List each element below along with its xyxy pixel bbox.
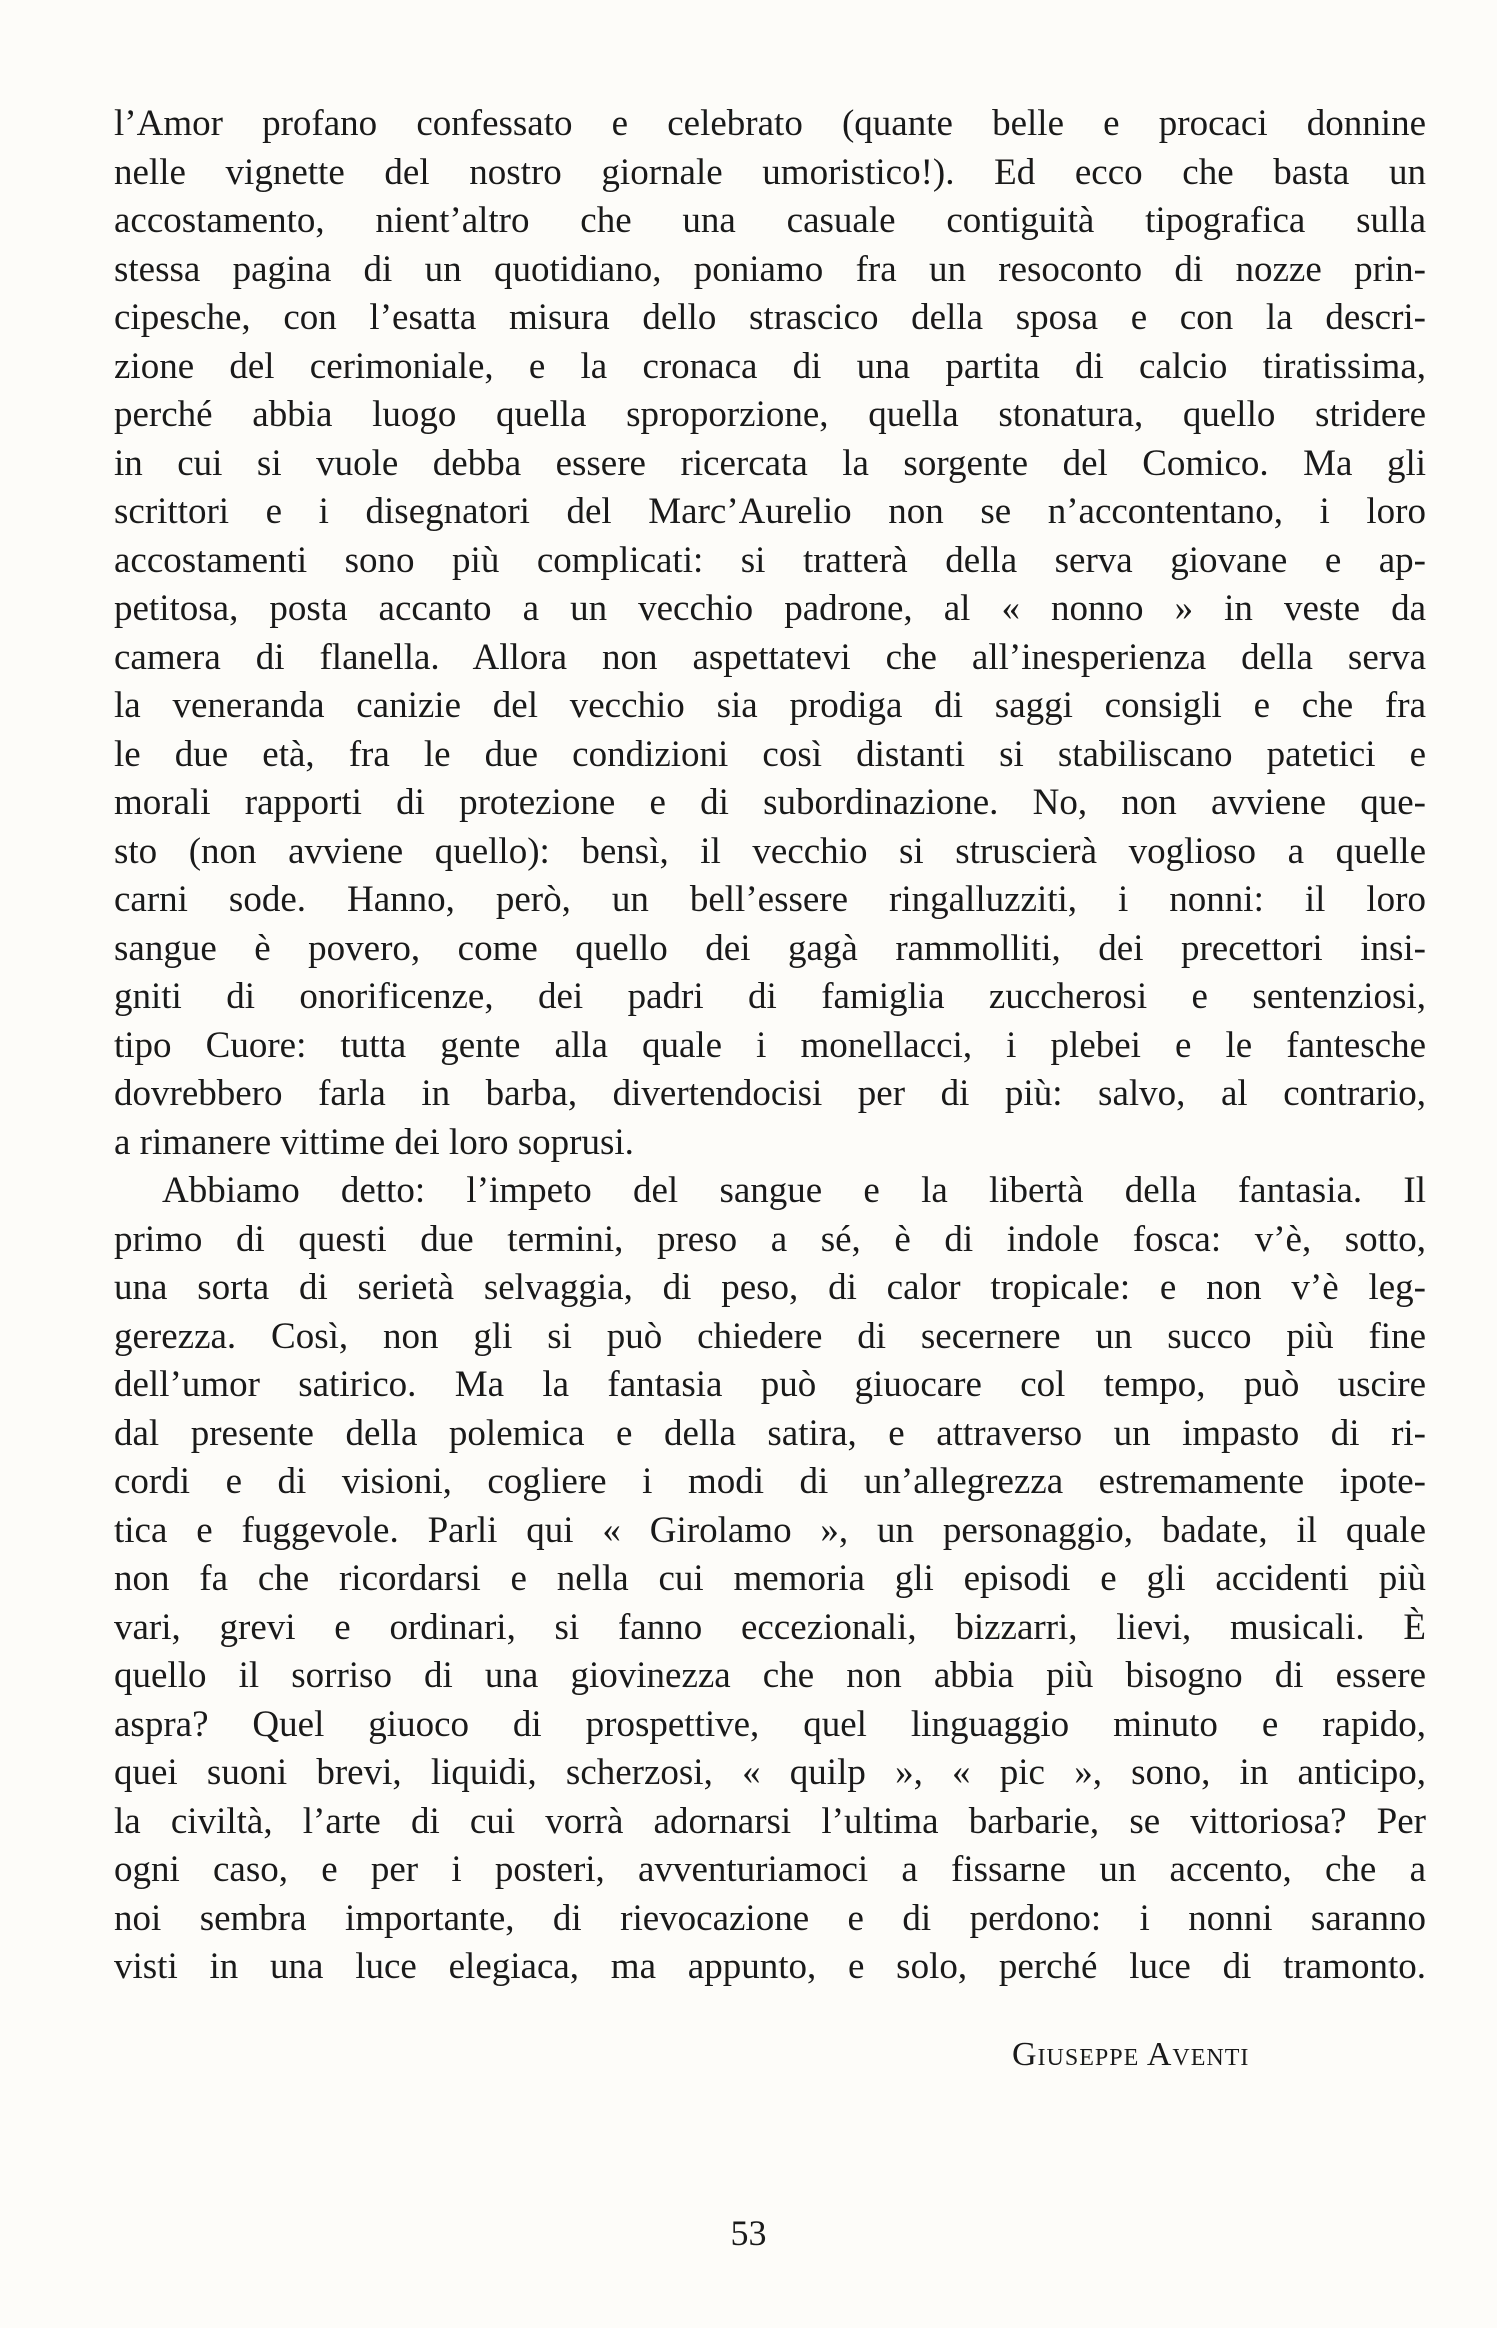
text-line: camera di flanella. Allora non aspettatevi che all’inesperienza della serva [114,636,1426,678]
text-line: tica e fuggevole. Parli qui « Girolamo », un personaggio, badate, il quale [114,1509,1426,1551]
text-line: primo di questi due termini, preso a sé, è di indole fosca: v’è, sotto, [114,1218,1426,1260]
text-line: dal presente della polemica e della satira, e attraverso un impasto di ri- [114,1412,1426,1454]
text-line: noi sembra importante, di rievocazione e di perdono: i nonni saranno [114,1897,1426,1939]
text-line: non fa che ricordarsi e nella cui memoria gli episodi e gli accidenti più [114,1558,1426,1599]
text-line: le due età, fra le due condizioni così distanti si stabiliscano patetici e [114,733,1426,775]
body-text [114,100,1426,1992]
text-line: gerezza. Così, non gli si può chiedere di secernere un succo più fine [114,1315,1426,1357]
text-line: nelle vignette del nostro giornale umoristico!). Ed ecco che basta un [114,151,1426,193]
text-line: a rimanere vittime dei loro soprusi. [114,1121,634,1163]
text-line: la civiltà, l’arte di cui vorrà adornarsi l’ultima barbarie, se vittoriosa? Per [114,1800,1426,1842]
text-line: l’Amor profano confessato e celebrato (quante belle e procaci donnine [114,103,1426,144]
text-line: aspra? Quel giuoco di prospettive, quel linguaggio minuto e rapido, [114,1703,1426,1745]
text-line: vari, grevi e ordinari, si fanno eccezionali, bizzarri, lievi, musicali. È [114,1606,1426,1648]
text-line: cipesche, con l’esatta misura dello strascico della sposa e con la descri- [114,297,1426,338]
text-line: quello il sorriso di una giovinezza che non abbia più bisogno di essere [114,1655,1426,1696]
text-line: quei suoni brevi, liquidi, scherzosi, « quilp », « pic », sono, in anticipo, [114,1752,1426,1793]
text-line: morali rapporti di protezione e di subordinazione. No, non avviene que- [114,782,1426,823]
text-line: accostamenti sono più complicati: si tratterà della serva giovane e ap- [114,539,1426,581]
text-line: petitosa, posta accanto a un vecchio padrone, al « nonno » in veste da [114,588,1426,629]
text-line: sto (non avviene quello): bensì, il vecchio si struscierà voglioso a quelle [114,830,1426,872]
text-line: scrittori e i disegnatori del Marc’Aurelio non se n’accontentano, i loro [114,491,1426,532]
text-line: cordi e di visioni, cogliere i modi di un’allegrezza estremamente ipote- [114,1461,1426,1502]
text-line: la veneranda canizie del vecchio sia prodiga di saggi consigli e che fra [114,685,1426,726]
text-line: accostamento, nient’altro che una casuale contiguità tipografica sulla [114,200,1426,241]
paragraph-2 [114,1167,1426,1992]
text-line: una sorta di serietà selvaggia, di peso, di calor tropicale: e non v’è leg- [114,1267,1426,1308]
text-line: visti in una luce elegiaca, ma appunto, e solo, perché luce di tramonto. [114,1946,1426,1987]
author-signature: Giuseppe Aventi [1012,2036,1250,2073]
text-line: carni sode. Hanno, però, un bell’essere ringalluzziti, i nonni: il loro [114,879,1426,920]
paragraph-1 [114,100,1426,1167]
text-line: perché abbia luogo quella sproporzione, quella stonatura, quello stridere [114,394,1426,435]
text-line: gniti di onorificenze, dei padri di famiglia zuccherosi e sentenziosi, [114,976,1426,1017]
text-line: Abbiamo detto: l’impeto del sangue e la libertà della fantasia. Il [162,1170,1426,1211]
text-line: dell’umor satirico. Ma la fantasia può giuocare col tempo, può uscire [114,1364,1426,1405]
page-number: 53 [730,2213,767,2253]
text-line: zione del cerimoniale, e la cronaca di una partita di calcio tiratissima, [114,345,1426,387]
text-line: dovrebbero farla in barba, divertendocisi per di più: salvo, al contrario, [114,1073,1426,1114]
text-line: ogni caso, e per i posteri, avventuriamoci a fissarne un accento, che a [114,1849,1426,1890]
text-line: stessa pagina di un quotidiano, poniamo fra un resoconto di nozze prin- [114,248,1426,290]
text-line: sangue è povero, come quello dei gagà rammolliti, dei precettori insi- [114,927,1426,969]
text-line: tipo Cuore: tutta gente alla quale i monellacci, i plebei e le fantesche [114,1024,1426,1066]
text-line: in cui si vuole debba essere ricercata la sorgente del Comico. Ma gli [114,442,1426,484]
